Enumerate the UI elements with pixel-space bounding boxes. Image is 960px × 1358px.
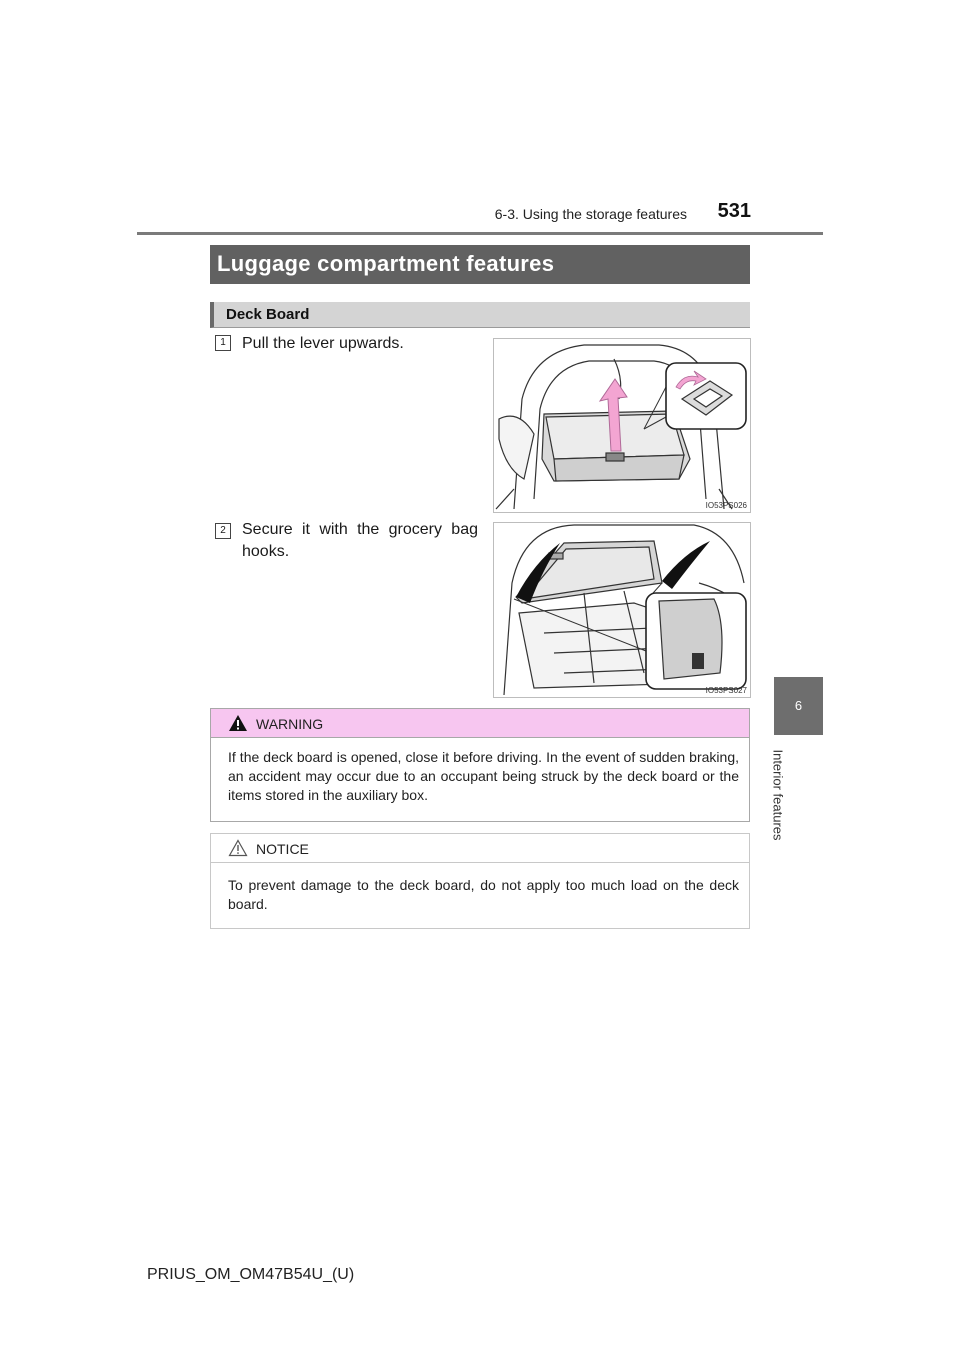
- footer-document-code: PRIUS_OM_OM47B54U_(U): [147, 1266, 355, 1283]
- chapter-tab[interactable]: 6: [774, 677, 823, 735]
- step-1-figure: [493, 338, 751, 513]
- warning-triangle-icon: [228, 714, 248, 732]
- step-1-number: 1: [215, 335, 231, 351]
- header-rule: [137, 232, 823, 235]
- figure-code-2: IO53PS027: [705, 686, 747, 695]
- page-title-bar: [210, 245, 750, 284]
- chapter-side-label: [766, 740, 790, 850]
- cargo-lever-illustration: [494, 339, 750, 512]
- chapter-title: Interior features: [770, 749, 786, 841]
- page-title: Luggage compartment features: [217, 251, 555, 276]
- notice-text: To prevent damage to the deck board, do not apply too much load on the deck board.: [228, 877, 739, 912]
- subsection-bar: [210, 302, 750, 328]
- page-number: 531: [717, 200, 751, 222]
- step-1-text: Pull the lever upwards.: [242, 335, 404, 352]
- notice-triangle-icon: [228, 839, 248, 857]
- step-2-number: 2: [215, 523, 231, 539]
- subsection-title: Deck Board: [226, 306, 310, 323]
- figure-code-1: IO53PS026: [705, 501, 747, 510]
- grocery-hook-illustration: [494, 523, 750, 697]
- step-2-figure: [493, 522, 751, 698]
- warning-label: WARNING: [256, 716, 324, 732]
- header-section-title: 6-3. Using the storage features: [494, 206, 687, 222]
- notice-label: NOTICE: [256, 841, 309, 857]
- notice-header: [211, 834, 749, 863]
- step-2-text: Secure it with the grocery bag hooks.: [242, 521, 478, 560]
- warning-header: [211, 709, 749, 738]
- warning-text: If the deck board is opened, close it before driving. In the event of sudden braking, an accident may occur due to an occupant being struck by the deck board or the items stored in the auxiliary box.: [228, 749, 739, 803]
